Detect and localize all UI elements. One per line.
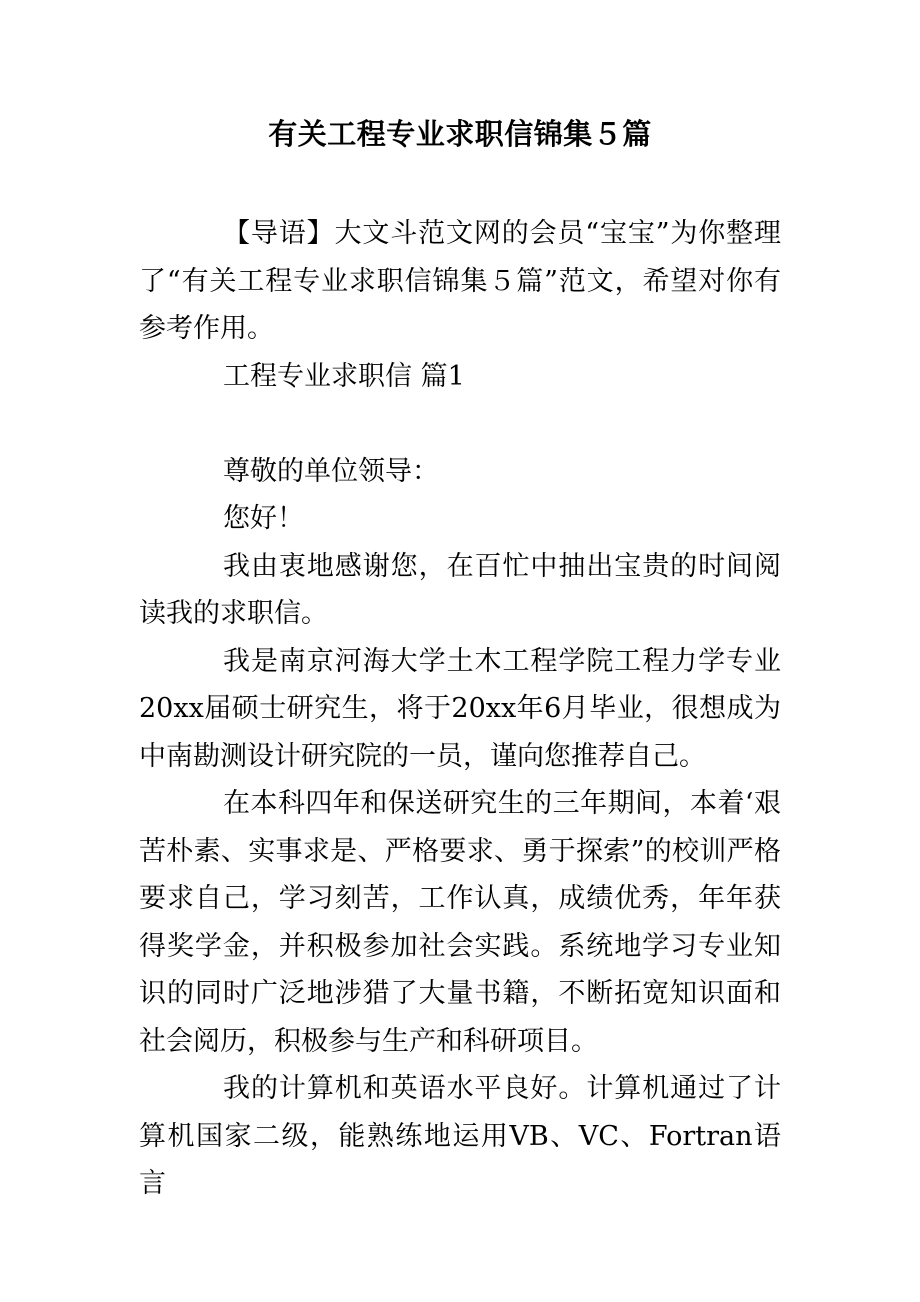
body-paragraph: 在本科四年和保送研究生的三年期间，本着‘艰苦朴素、实事求是、严格要求、勇于探索”的校训严格要求自己，学习刻苦，工作认真，成绩优秀，年年获得奖学金，并积极参加社会实践。系统地学习专业知识的同时广泛地涉猎了大量书籍，不断拓宽知识面和社会阅历，积极参与生产和科研项目。 — [139, 788, 781, 1057]
body-paragraph: 我的计算机和英语水平良好。计算机通过了计算机国家二级，能熟练地运用VB、VC、Fortran语言 — [139, 1073, 781, 1199]
body-paragraph: 我由衷地感谢您，在百忙中抽出宝贵的时间阅读我的求职信。 — [139, 550, 781, 629]
salutation: 尊敬的单位领导： — [223, 455, 439, 487]
document-title: 有关工程专业求职信锦集５篇 — [268, 117, 652, 151]
document-body — [139, 210, 781, 1208]
greeting: 您好！ — [223, 503, 304, 534]
body-paragraph: 我是南京河海大学土木工程学院工程力学专业20xx届硕士研究生，将于20xx年6月毕业，很想成为中南勘测设计研究院的一员，谨向您推荐自己。 — [139, 645, 781, 772]
intro-paragraph: 【导语】大文斗范文网的会员“宝宝”为你整理了“有关工程专业求职信锦集５篇”范文，希望对你有参考作用。 — [139, 218, 781, 344]
blank-line — [139, 400, 781, 448]
section-heading: 工程专业求职信 篇1 — [223, 360, 465, 392]
